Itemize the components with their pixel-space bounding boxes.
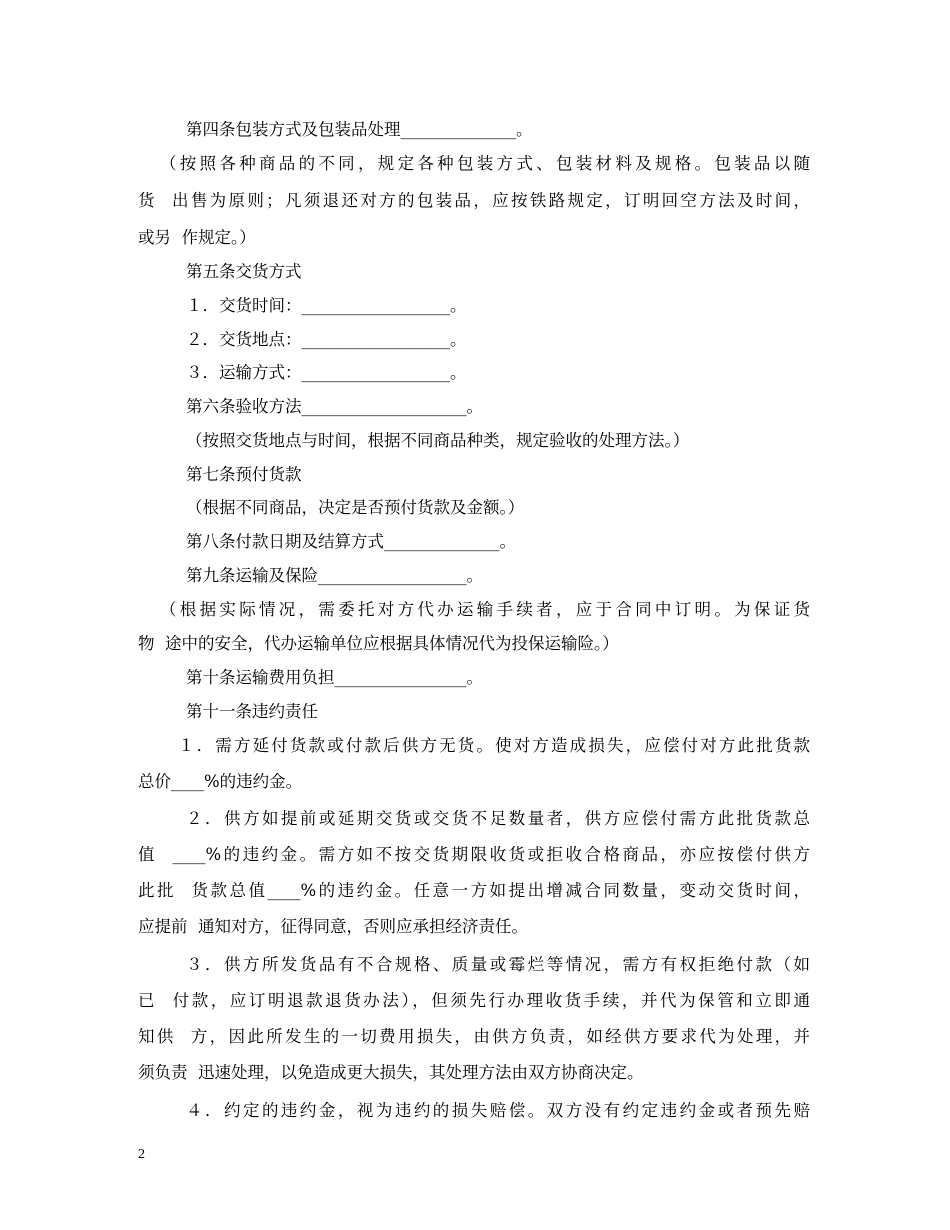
- clause-5-item-3: ３．运输方式：__________________。: [186, 363, 467, 382]
- clause-11-item-1-line-2: 总价____%的违约金。: [138, 772, 303, 791]
- clause-9-heading: 第九条运输及保险__________________。: [186, 566, 483, 585]
- clause-4-note-line-2: 货 出售为原则；凡须退还对方的包装品，应按铁路规定，订明回空方法及时间，: [138, 191, 810, 210]
- clause-11-item-3-line-1: ３．供方所发货品有不合规格、质量或霉烂等情况，需方有权拒绝付款（如: [186, 955, 810, 974]
- clause-10-heading: 第十条运输费用负担________________。: [186, 668, 483, 687]
- page-number: 2: [138, 1147, 145, 1162]
- clause-6-heading: 第六条验收方法____________________。: [186, 397, 483, 416]
- clause-9-note-line-1: （根据实际情况，需委托对方代办运输手续者，应于合同中订明。为保证货: [160, 600, 810, 619]
- clause-11-item-3-line-3: 知供 方，因此所发生的一切费用损失，由供方负责，如经供方要求代为处理，并: [138, 1027, 810, 1046]
- clause-11-item-2-line-1: ２．供方如提前或延期交货或交货不足数量者，供方应偿付需方此批货款总: [186, 809, 810, 828]
- clause-5-item-1: １．交货时间：__________________。: [186, 296, 467, 315]
- clause-11-item-4-line-1: ４．约定的违约金，视为违约的损失赔偿。双方没有约定违约金或者预先赔: [186, 1101, 810, 1120]
- clause-8-heading: 第八条付款日期及结算方式______________。: [186, 532, 516, 551]
- clause-11-heading: 第十一条违约责任: [186, 702, 318, 721]
- clause-11-item-2-line-4: 应提前 通知对方，征得同意，否则应承担经济责任。: [138, 917, 528, 936]
- clause-7-heading: 第七条预付货款: [186, 465, 302, 484]
- clause-11-item-2-line-2: 值 ____%的违约金。需方如不按交货期限收货或拒收合格商品，亦应按偿付供方: [138, 845, 810, 864]
- clause-11-item-2-line-3: 此批 货款总值____%的违约金。任意一方如提出增减合同数量，变动交货时间，: [138, 881, 810, 900]
- clause-11-item-3-line-2: 已 付款，应订明退款退货办法），但须先行办理收货手续，并代为保管和立即通: [138, 991, 810, 1010]
- clause-7-note: （根据不同商品，决定是否预付货款及金额。）: [186, 498, 525, 517]
- clause-11-item-3-line-4: 须负责 迅速处理，以免造成更大损失，其处理方法由双方协商决定。: [138, 1063, 644, 1082]
- clause-5-item-2: ２．交货地点：__________________。: [186, 330, 467, 349]
- clause-5-heading: 第五条交货方式: [186, 262, 302, 281]
- clause-4-heading: 第四条包装方式及包装品处理______________。: [186, 120, 533, 139]
- clause-6-note: （按照交货地点与时间，根据不同商品种类，规定验收的处理方法。）: [186, 431, 690, 450]
- clause-4-note-line-1: （按照各种商品的不同，规定各种包装方式、包装材料及规格。包装品以随: [160, 154, 810, 173]
- clause-9-note-line-2: 物 途中的安全，代办运输单位应根据具体情况代为投保运输险。）: [138, 634, 619, 653]
- clause-4-note-line-3: 或另 作规定。）: [138, 228, 256, 247]
- clause-11-item-1-line-1: １．需方延付货款或付款后供方无货。使对方造成损失，应偿付对方此批货款: [178, 736, 810, 755]
